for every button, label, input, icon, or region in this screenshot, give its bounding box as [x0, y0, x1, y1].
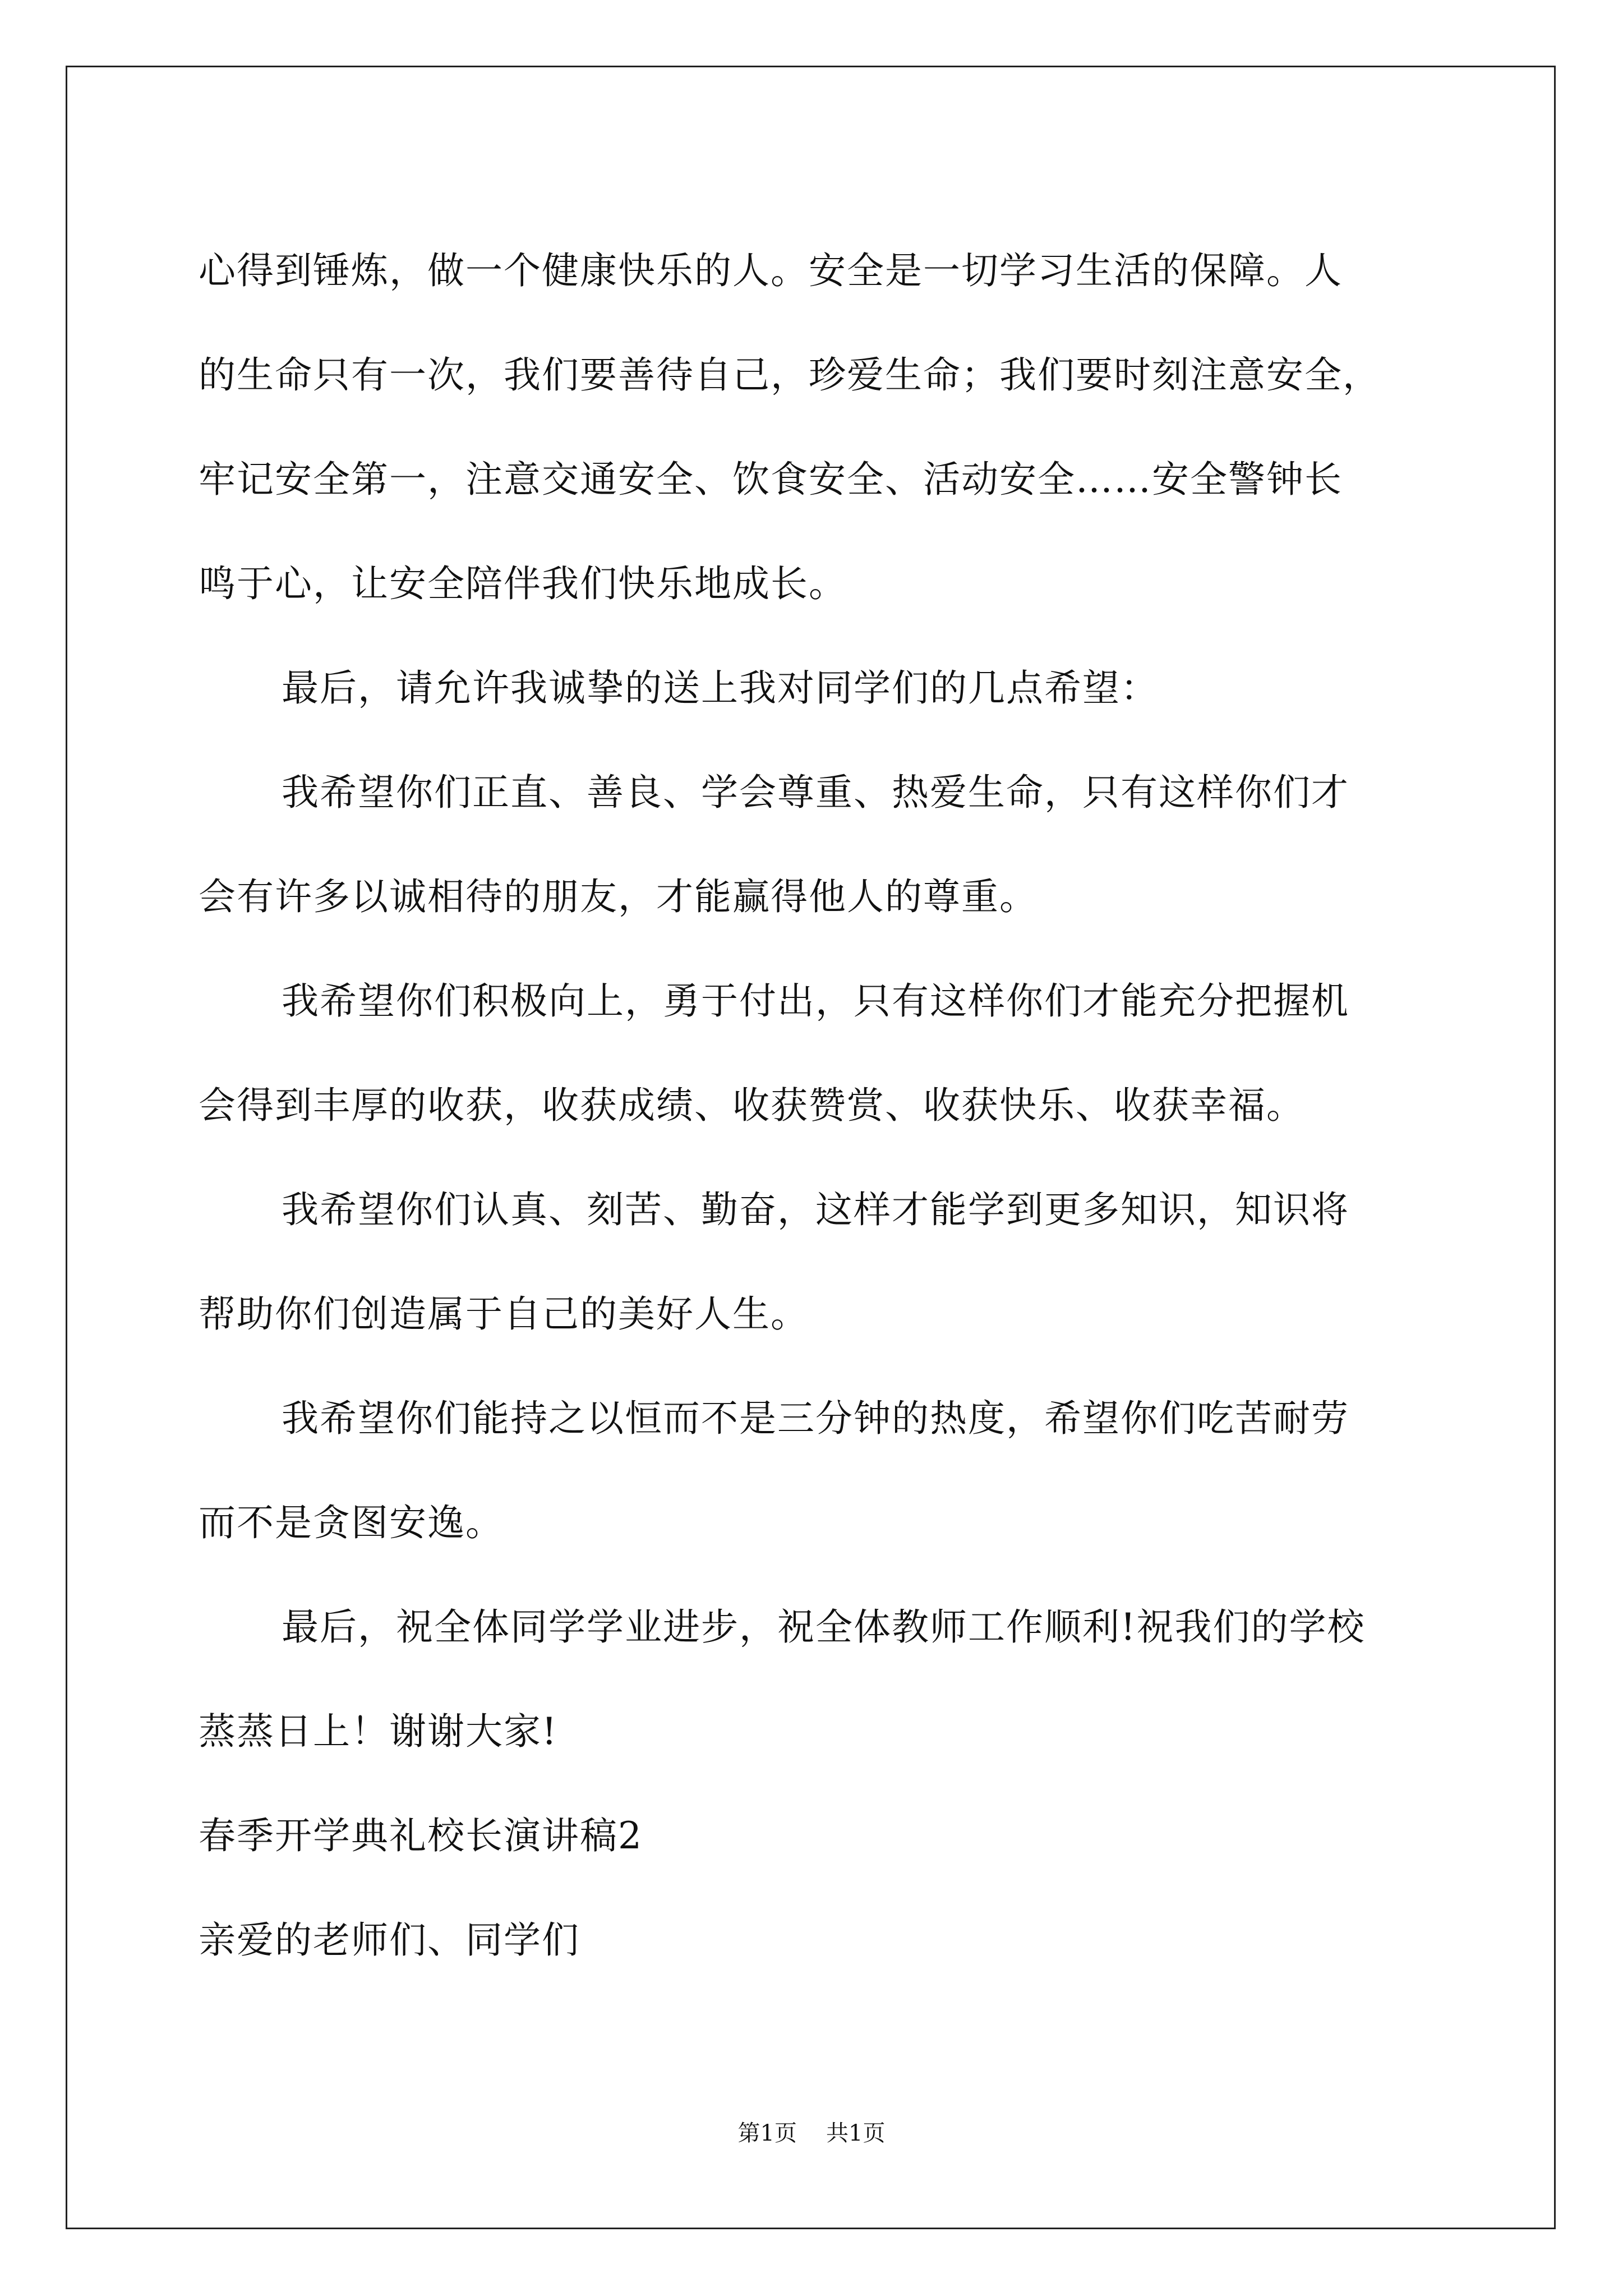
- text-line-10: 我希望你们认真、刻苦、勤奋，这样才能学到更多知识，知识将: [282, 1188, 1349, 1231]
- page-number-current: 第1页: [737, 2120, 797, 2146]
- document-body: [199, 219, 1432, 1993]
- text-line-14: 最后，祝全体同学学业进步，祝全体教师工作顺利!祝我们的学校: [282, 1605, 1366, 1649]
- section-heading: 春季开学典礼校长演讲稿2: [199, 1814, 643, 1857]
- salutation: 亲爱的老师们、同学们: [199, 1918, 580, 1962]
- text-line-13: 而不是贪图安逸。: [199, 1501, 504, 1544]
- text-line-5: 最后，请允许我诚挚的送上我对同学们的几点希望：: [282, 666, 1159, 710]
- text-line-7: 会有许多以诚相待的朋友，才能赢得他人的尊重。: [199, 875, 1038, 918]
- text-line-8: 我希望你们积极向上，勇于付出，只有这样你们才能充分把握机: [282, 979, 1349, 1023]
- text-line-12: 我希望你们能持之以恒而不是三分钟的热度，希望你们吃苦耐劳: [282, 1397, 1349, 1440]
- text-line-9: 会得到丰厚的收获，收获成绩、收获赞赏、收获快乐、收获幸福。: [199, 1084, 1304, 1127]
- text-line-11: 帮助你们创造属于自己的美好人生。: [199, 1292, 809, 1336]
- text-line-2: 的生命只有一次，我们要善待自己，珍爱生命；我们要时刻注意安全，: [199, 353, 1381, 397]
- page-number-total: 共1页: [826, 2120, 886, 2146]
- text-line-6: 我希望你们正直、善良、学会尊重、热爱生命，只有这样你们才: [282, 771, 1349, 814]
- text-line-1: 心得到锤炼，做一个健康快乐的人。安全是一切学习生活的保障。人: [199, 249, 1343, 292]
- text-line-4: 鸣于心，让安全陪伴我们快乐地成长。: [199, 562, 847, 605]
- text-line-15: 蒸蒸日上！谢谢大家!: [199, 1710, 558, 1753]
- page-footer: [0, 2118, 1623, 2149]
- text-line-3: 牢记安全第一，注意交通安全、饮食安全、活动安全……安全警钟长: [199, 458, 1343, 501]
